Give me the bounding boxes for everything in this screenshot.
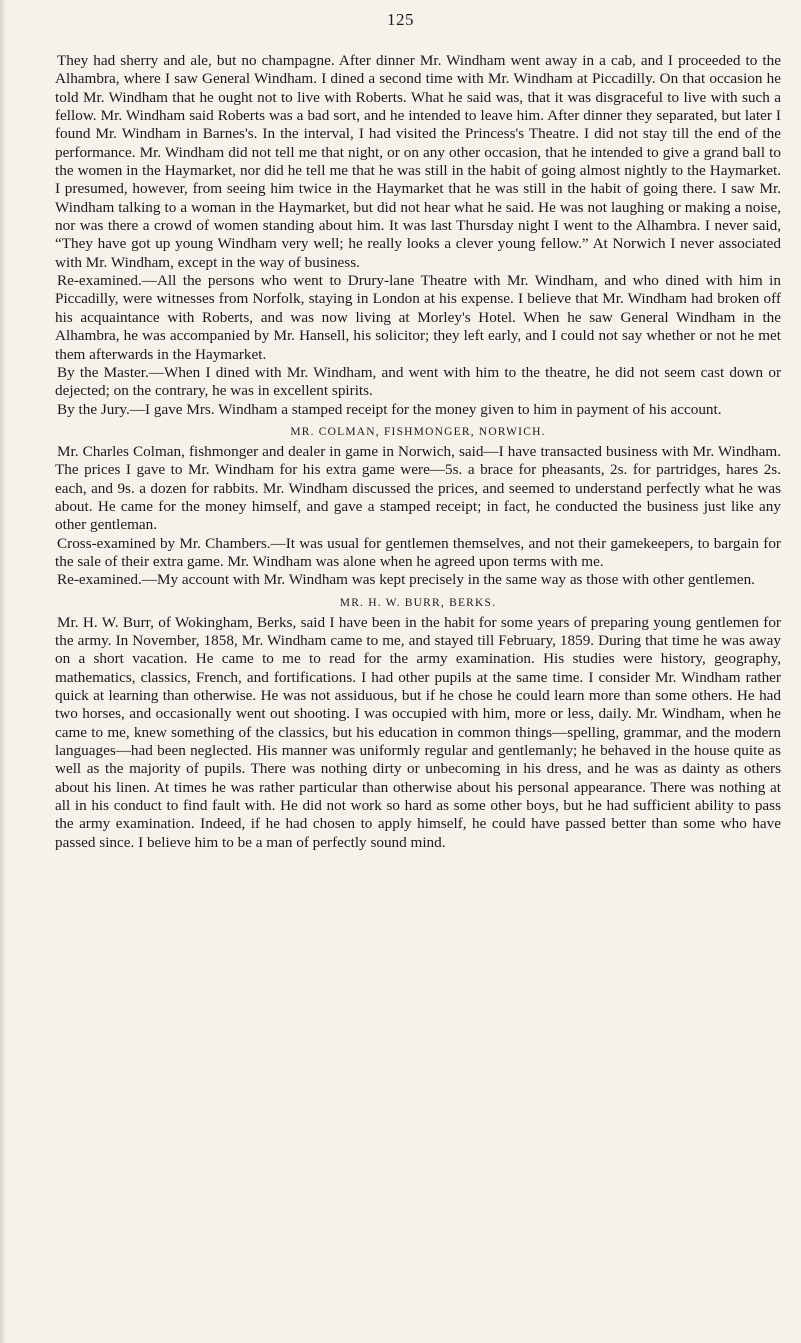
section-heading-colman: MR. COLMAN, FISHMONGER, NORWICH. — [290, 425, 546, 438]
page-edge-shadow — [0, 0, 6, 1343]
paragraph: Re-examined.—My account with Mr. Windham was kept precisely in the same way as those with other gentlemen. — [57, 571, 755, 589]
paragraph: Re-examined.—All the persons who went to Drury-lane Theatre with Mr. Windham, and who dined with him in Piccadilly, were witnesses from Norfolk, staying in London at his expense. I believe that Mr. Windham had broken off his acquaintance with Roberts, and was now living at Morley's Hotel. When he saw General Windham in the Alhambra, he was accompanied by Mr. Hansell, his solicitor; they left early, and I could not say whether or not he met them afterwards in the Haymarket. — [55, 272, 781, 363]
paragraph: By the Jury.—I gave Mrs. Windham a stamped receipt for the money given to him in payment of his account. — [57, 400, 722, 418]
paragraph: Mr. Charles Colman, fishmonger and dealer in game in Norwich, said—I have transacted business with Mr. Windham. The prices I gave to Mr. Windham for his extra game were—5s. a brace for pheasants, 2s. for partridges, hares 2s. each, and 9s. a dozen for rabbits. Mr. Windham discussed the prices, and seemed to understand perfectly what he was about. He came for the money himself, and gave a stamped receipt; in fact, he conducted the business just like any other gentleman. — [55, 442, 781, 534]
paragraph: They had sherry and ale, but no champagne. After dinner Mr. Windham went away in a cab, and I proceeded to the Alhambra, where I saw General Windham. I dined a second time with Mr. Windham at Piccadilly. On that occasion he told Mr. Windham that he ought not to live with Roberts. What he said was, that it was disgraceful to live with such a fellow. Mr. Windham said Roberts was a bad sort, and he intended to leave him. After dinner they separated, but later I found Mr. Windham in Barnes's. In the interval, I had visited the Princess's Theatre. I did not stay till the end of the performance. Mr. Windham did not tell me that night, or on any other occasion, that he intended to give a grand ball to the women in the Haymarket, nor did he tell me that he was still in the habit of going almost nightly to the Haymarket. I presumed, however, from seeing him twice in the Haymarket that he was still in the habit of going there. I saw Mr. Windham talking to a woman in the Haymarket, but did not hear what he said. He was not laughing or making a noise, nor was there a crowd of women standing about him. It was last Thursday night I went to the Alhambra. I never said, “They have got up young Windham very well; he really looks a clever young fellow.” At Norwich I never associated with Mr. Windham, except in the way of business. — [55, 52, 781, 271]
paragraph: Mr. H. W. Burr, of Wokingham, Berks, said I have been in the habit for some years of preparing young gentlemen for the army. In November, 1858, Mr. Windham came to me, and stayed till February, 1859. During that time he was away on a short vacation. He came to me to read for the army examination. His studies were history, geography, mathematics, classics, French, and fortifications. I had other pupils at the same time. I consider Mr. Windham rather quick at learning than otherwise. He was not assiduous, but if he chose he could learn more than some others. He had two horses, and occasionally went out shooting. I was occupied with him, more or less, daily. Mr. Windham, when he came to me, knew something of the classics, but his education in common things—spelling, grammar, and the modern languages—had been neglected. His manner was uniformly regular and gentlemanly; he behaved in the house quite as well as the majority of pupils. There was nothing dirty or unbecoming in his dress, and he was as dainty as others about his linen. At times he was rather particular than otherwise about his personal appearance. There was nothing at all in his conduct to find fault with. He did not work so hard as some other boys, but he had sufficient ability to pass the army examination. Indeed, if he had chosen to apply himself, he could have passed better than some who have passed since. I believe him to be a man of perfectly sound mind. — [55, 613, 781, 851]
paragraph: By the Master.—When I dined with Mr. Windham, and went with him to the theatre, he did not seem cast down or dejected; on the contrary, he was in excellent spirits. — [55, 363, 781, 400]
paragraph: Cross-examined by Mr. Chambers.—It was usual for gentlemen themselves, and not their gamekeepers, to bargain for the sale of their extra game. Mr. Windham was alone when he agreed upon terms with me. — [55, 534, 781, 570]
page-number: 125 — [387, 10, 414, 29]
section-heading-burr: MR. H. W. BURR, BERKS. — [339, 596, 497, 609]
body-text — [55, 52, 781, 852]
